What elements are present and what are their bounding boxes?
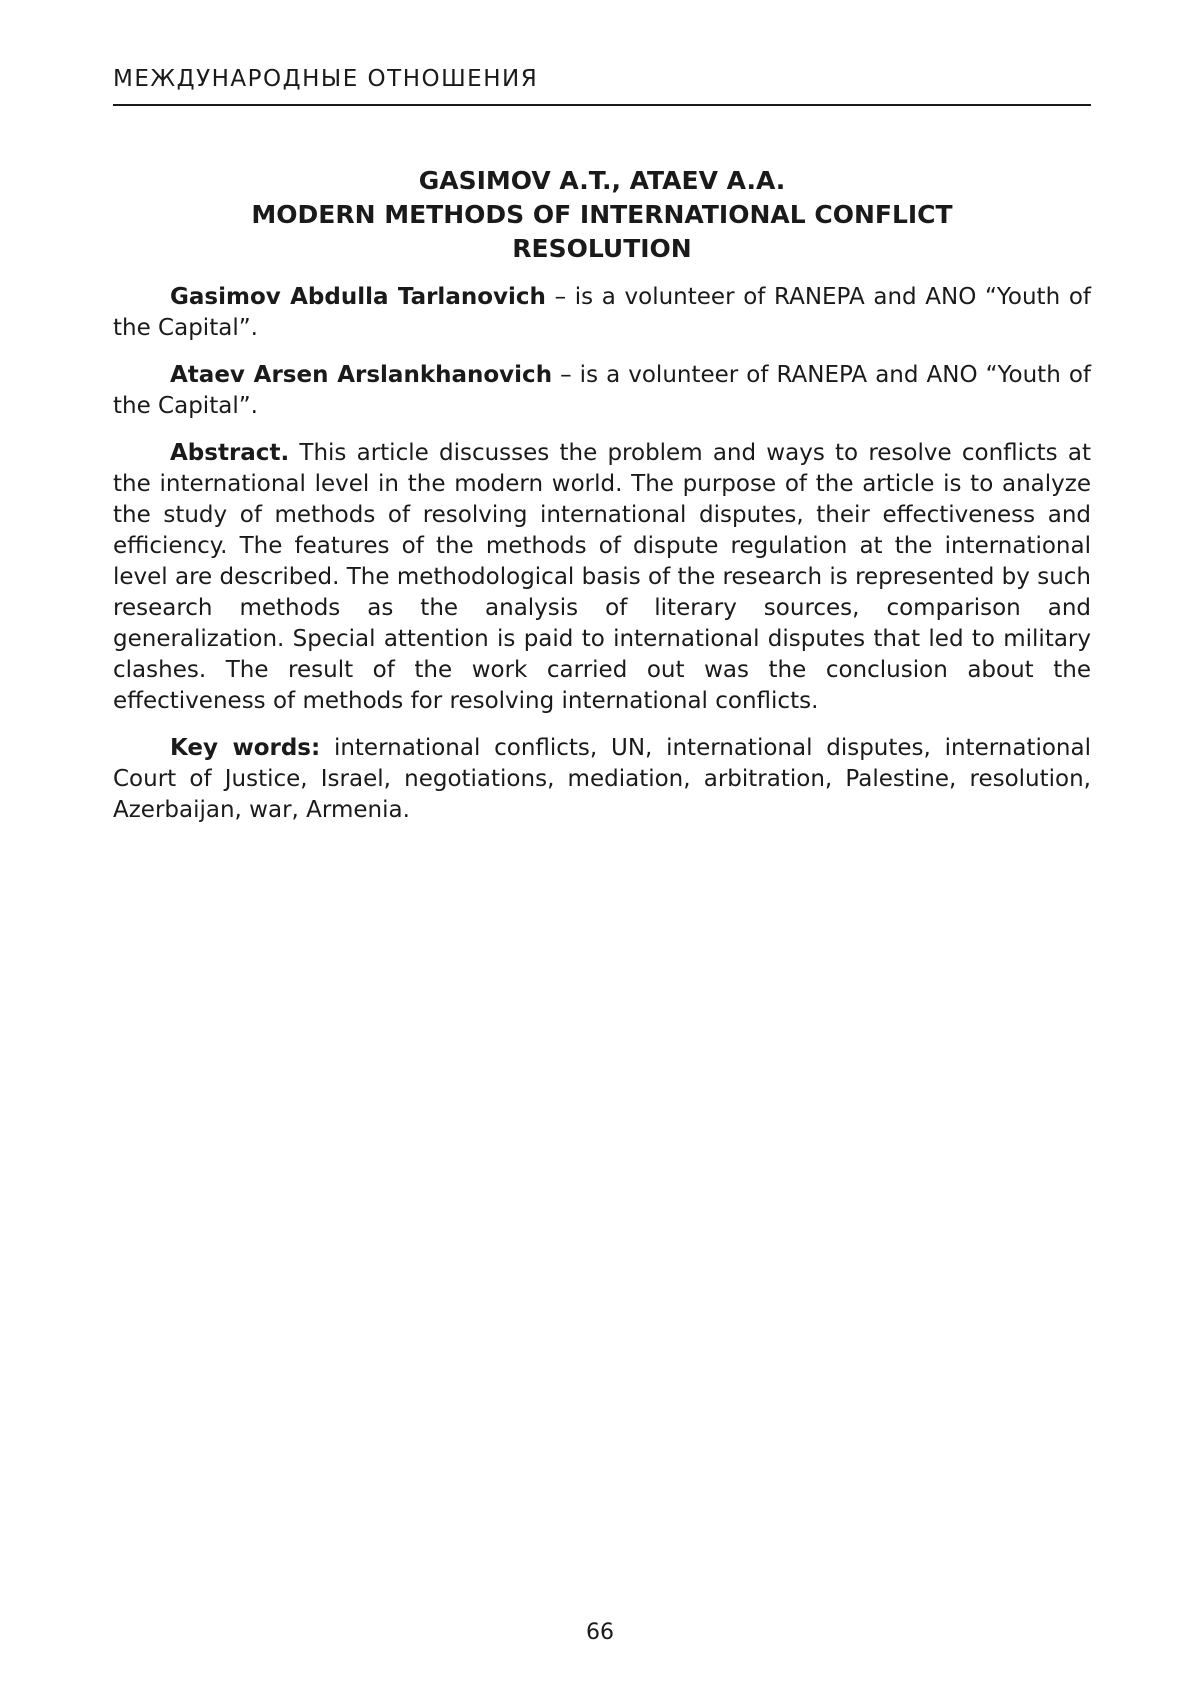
author-info-1 bbox=[113, 282, 1091, 344]
title-authors: GASIMOV A.T., ATAEV A.A. bbox=[418, 166, 786, 195]
page-number: 66 bbox=[586, 1620, 614, 1645]
keywords-paragraph bbox=[113, 733, 1091, 826]
author-name: Ataev Arsen Arslankhanovich bbox=[170, 362, 553, 388]
article-body bbox=[113, 282, 1091, 842]
abstract-paragraph bbox=[113, 438, 1091, 717]
author-info-2 bbox=[113, 360, 1091, 422]
abstract-text: This article discusses the problem and ways to resolve conflicts at the international level in the modern world. The purpose of the article is to analyze the study of methods of resolving international disputes, their effectiveness and efficiency. The features of the methods of dispute regulation at the international level are described. The methodological basis of the research is represented by such research methods as the analysis of literary sources, comparison and generalization. Special attention is paid to international disputes that led to military clashes. The result of the work carried out was the conclusion about the effectiveness of methods for resolving international conflicts. bbox=[113, 440, 1091, 714]
header-rule bbox=[113, 104, 1091, 106]
author-description: – is a volunteer of RANEPA and ANO “Youth of the Capital”. bbox=[113, 284, 1091, 341]
title-line-1: MODERN METHODS OF INTERNATIONAL CONFLICT bbox=[251, 200, 953, 229]
author-description: – is a volunteer of RANEPA and ANO “Youth of the Capital”. bbox=[113, 362, 1091, 419]
keywords-label: Key words: bbox=[170, 735, 321, 761]
title-line-2: RESOLUTION bbox=[512, 234, 692, 263]
author-name: Gasimov Abdulla Tarlanovich bbox=[170, 284, 546, 310]
article-title bbox=[113, 164, 1091, 266]
keywords-text: international conflicts, UN, international disputes, international Court of Justice, Israel, negotiations, mediation, arbitration, Palestine, resolution, Azerbaijan, war, Armenia. bbox=[113, 735, 1091, 823]
running-header: МЕЖДУНАРОДНЫЕ ОТНОШЕНИЯ bbox=[113, 66, 539, 92]
abstract-label: Abstract. bbox=[170, 440, 290, 466]
